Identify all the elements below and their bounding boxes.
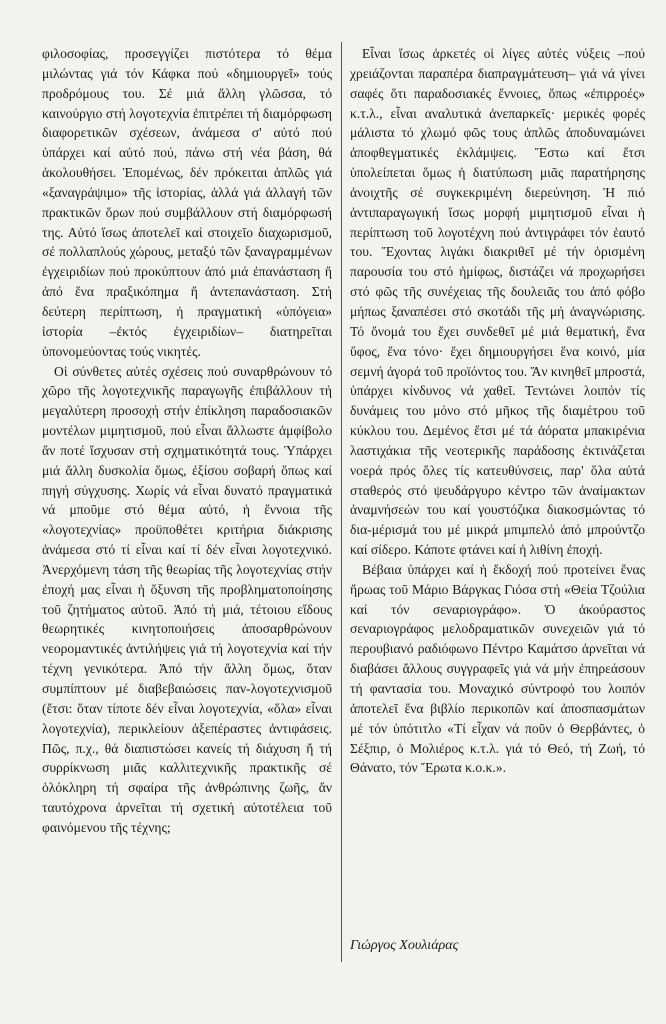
left-column [42, 44, 332, 838]
paragraph: Βέβαια ὑπάρχει καί ἡ ἔκδοχή πού προτείνει ἕνας ἥρωας τοῦ Μάριο Βάργκας Γιόσα στή «Θεία Τζούλια καί τόν σεναριογράφο». Ὁ ἀκούραστος σεναριογράφος μελοδραματικῶν συνεχειῶν γιά τό περουβιανό ραδιόφωνο Πέντρο Καμάτσο ἀρνεῖται νά διαβάσει ἄλλους συγγραφεῖς γιά νά μήν ἐπηρεάσουν τή φαντασία του. Μοναχικό σύντροφό του λοιπόν ἀποτελεῖ ἕνα βιβλίο περικοπῶν καί ἀποσπασμάτων μέ τόν ὑπότιτλο «Τί εἶχαν νά ποῦν ὁ Θερβάντες, ὁ Σέξπιρ, ὁ Μολιέρος κ.τ.λ. γιά τό Θεό, τή Ζωή, τό Θάνατο, τόν Ἔρωτα κ.ο.κ.». [350, 561, 645, 776]
paragraph: φιλοσοφίας, προσεγγίζει πιστότερα τό θέμα μιλώντας γιά τόν Κάφκα πού «δημιουργεῖ» τούς προδρόμους του. Σέ μιά ἄλλη γλῶσσα, τό καινούργιο στή λογοτεχνία ἐπιτρέπει τή διαμόρφωση διαφορετικῶν σχέσεων, ἀνάμεσα σ' αὐτό πού ὑπάρχει καί αὐτό πού, πάνω στή νέα βάση, θά ἀκολουθήσει. Ἑπομένως, δέν πρόκειται ἁπλῶς γιά «ξαναγράψιμο» τῆς ἱστορίας, ἀλλά γιά ἀλλαγή τῶν πρακτικῶν ὅρων πού συμβάλλουν στή διαμόρφωσή της. Αὐτό ἴσως ἀποτελεῖ καί στοιχεῖο διαχωρισμοῦ, σέ πολλαπλούς χώρους, μεταξύ τῶν ξαναγραμμένων ἐγχειριδίων πού προκύπτουν ἀπό μιά ἐπανάσταση ἤ ἀπό ἕνα πραξικόπημα ἤ ἀντεπανάσταση. Στή δεύτερη περίπτωση, ἡ πραγματική «ὑπόγεια» ἱστορία –ἐκτός ἐγχειριδίων– διατηρεῖται ὑπονομεύοντας τούς νικητές. [42, 46, 332, 359]
paragraph: Οἱ σύνθετες αὐτές σχέσεις πού συναρθρώνουν τό χῶρο τῆς λογοτεχνικῆς παραγωγῆς ἐπιβάλλουν τή μεγαλύτερη προσοχή στήν ἐπίκληση παραδοσιακῶν μοντέλων μιμητισμοῦ, πού εἶναι ἄλλωστε ἀμφίβολο ἄν ποτέ ἴσχυσαν στή σχηματικότητά τους. Ὑπάρχει μιά ἄλλη δυσκολία ὅμως, ἐξίσου σοβαρή ὅπως καί πηγή σύγχυσης. Χωρίς νά εἶναι δυνατό πραγματικά νά μποῦμε στό θέμα αὐτό, ἡ ἔννοια τῆς «λογοτεχνίας» προϋποθέτει κριτήρια διάκρισης ἀνάμεσα στό τί εἶναι καί τί δέν εἶναι λογοτεχνικό. Ἀνερχόμενη τάση τῆς θεωρίας τῆς λογοτεχνίας στήν ἐποχή μας εἶναι ἡ ὄξυνση τῆς προβληματοποίησης τοῦ ζητήματος αὐτοῦ. Ἀπό τή μιά, τέτοιου εἴδους θεωρητικές κινητοποιήσεις ἀποσαρθρώνουν νεορομαντικές ἀντιλήψεις γιά τή λογοτεχνία καί τήν τέχνη γενικότερα. Ἀπό τήν ἄλλη ὅμως, ὅταν συμπίπτουν μέ διαβεβαιώσεις παν-λογοτεχνισμοῦ (ἔτσι: ὅταν τίποτε δέν εἶναι λογοτεχνία, «ὅλα» εἶναι λογοτεχνία), περικλείουν ἀξεπέραστες ἀντιφάσεις. Πῶς, π.χ., θά διαπιστώσει κανείς τή διάχυση ἤ τή συρρίκνωση μιᾶς καλλιτεχνικῆς πρακτικῆς σέ ὁλόκληρη τή σφαίρα τῆς ἀνθρώπινης ζωῆς, ἄν ταυτόχρονα ἀρνεῖται τή σχετική αὐτοτέλεια τοῦ φαινόμενου τῆς τέχνης; [42, 363, 332, 835]
paragraph: Εἶναι ἴσως ἀρκετές οἱ λίγες αὐτές νύξεις –πού χρειάζονται παραπέρα διαπραγμάτευση– γιά νά γίνει σαφές ὅτι παραδοσιακές ἔννοιες, ὅπως «ἐπιρροές» κ.τ.λ., εἶναι αναλυτικά ἀνεπαρκεῖς· μερικές φορές μάλιστα τό χλωμό φῶς τους ἁπλῶς ἀποδυναμώνει ἀποφθεγματικές ἐκλάμψεις. Ἔστω καί ἔτσι ὑπολείπεται ὅμως ἡ διατύπωση μιᾶς παρατήρησης ἀνοιχτῆς σέ συγκεκριμένη διερεύνηση. Ἡ πιό ἀντιπαραγωγική ἴσως μορφή μιμητισμοῦ εἶναι ἡ περίπτωση τοῦ λογοτέχνη πού ἀντιγράφει τόν ἑαυτό του. Ἔχοντας λιγάκι διακριθεῖ μέ τήν ὁρισμένη παρουσία του στό ἡμίφως, διστάζει νά προχωρήσει στό φῶς τῆς συνέχειας τῆς δουλειᾶς του ἀπό φόβο μήπως ξαναπέσει στό σκοτάδι τῆς μή ἀναγνώρισης. Τό ὄνομά του ἔχει συνδεθεῖ μέ μιά θεματική, ἕνα ὕφος, ἕνα τόνο· ἔχει δημιουργήσει ἕνα κοινό, μία σεμνή ἀγορά τοῦ προϊόντος του. Ἄν κινηθεῖ μπροστά, ὑπάρχει κίνδυνος νά χαθεῖ. Τεντώνει λοιπόν τίς δυνάμεις του μόνο στό μῆκος τῆς διαμέτρου τοῦ κύκλου του. Δεμένος ἔτσι μέ τά ἀόρατα μπακιρένια λαστιχάκια τῆς νεοτερικῆς παράδοσης ἐκτινάζεται νοερά πρός ὅλες τίς κατευθύνσεις, παρ' ὅλα αὐτά σταθερός στό ψευδάργυρο κέντρο τῶν ἀναίμακτων ἀναμνήσεών του καί γουστόζικα διακοσμώντας τό δια-μέρισμά του μέ μικρά μπιμπελό ἀπό μπρούντζο καί σίδερο. Κάποτε φτάνει καί ἡ λιθίνη ἐποχή. [350, 46, 645, 558]
author-signature: Γιώργος Χουλιάρας [350, 938, 459, 953]
right-column [350, 44, 645, 778]
column-divider [341, 42, 342, 962]
